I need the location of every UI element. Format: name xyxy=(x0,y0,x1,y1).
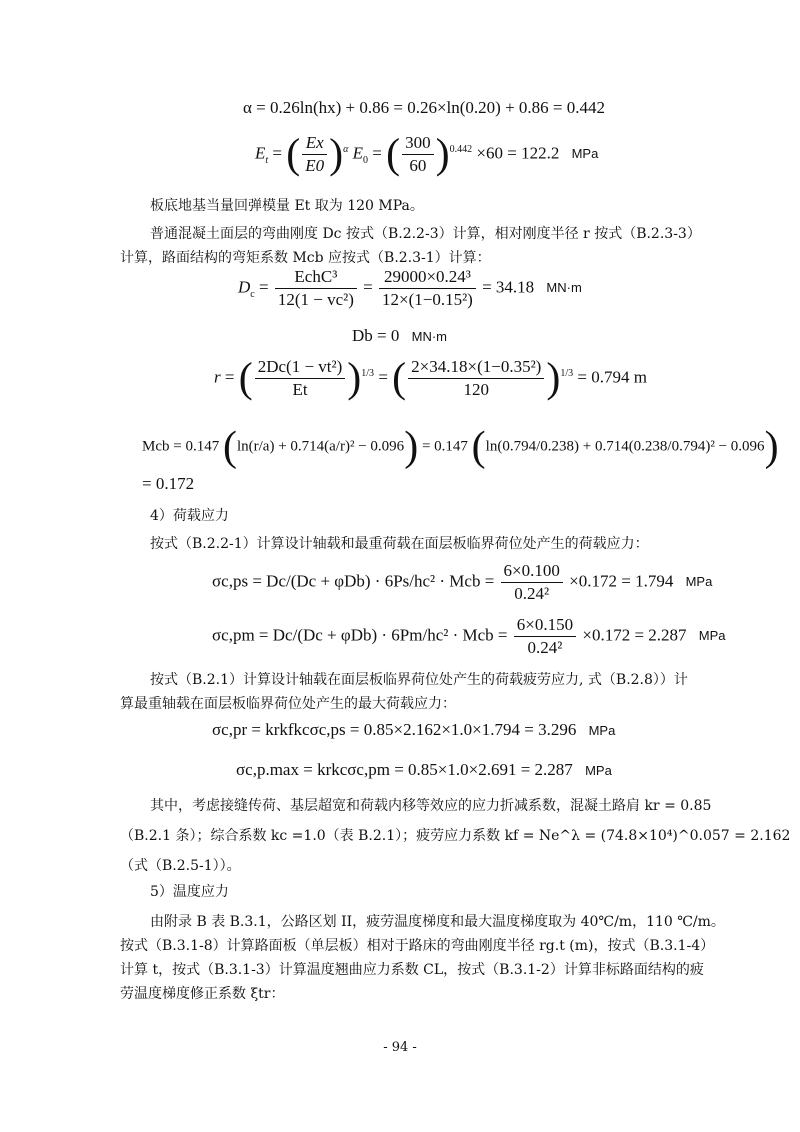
equation-Mcb: Mcb = 0.147 (ln(r/a) + 0.714(a/r)² − 0.096) = 0.147 (ln(0.794/0.238) + 0.714(0.238/0.794)² − 0.096) xyxy=(142,424,779,470)
equation-Db: Db = 0 MN·m xyxy=(352,326,448,345)
text-line: 板底地基当量回弹模量 Et 取为 120 MPa。 xyxy=(150,198,424,214)
text-line: 计算，路面结构的弯矩系数 Mcb 应按式（B.2.3-1）计算： xyxy=(120,250,491,266)
text-line: 计算 t，按式（B.3.1-3）计算温度翘曲应力系数 CL，按式（B.3.1-2）计算非标路面结构的疲 xyxy=(120,962,704,978)
text-line: 劳温度梯度修正系数 ξtr： xyxy=(120,986,285,1002)
equation-sigma-pr: σc,pr = krkfkcσc,ps = 0.85×2.162×1.0×1.794 = 3.296 MPa xyxy=(212,720,616,739)
section-heading: 5）温度应力 xyxy=(150,884,229,900)
section-heading: 4）荷载应力 xyxy=(150,508,229,524)
text-line: 普通混凝土面层的弯曲刚度 Dc 按式（B.2.2-3）计算，相对刚度半径 r 按式（B.2.3-3） xyxy=(150,226,701,242)
page-number: - 94 - xyxy=(383,1040,417,1055)
equation-alpha: α = 0.26ln(hx) + 0.86 = 0.26×ln(0.20) + 0.86 = 0.442 xyxy=(243,98,606,117)
text-line: 按式（B.2.1）计算设计轴载在面层板临界荷位处产生的荷载疲劳应力, 式（B.2.8））计 xyxy=(150,672,688,688)
text-line: （式（B.2.5-1））。 xyxy=(120,858,241,874)
equation-Mcb-result: = 0.172 xyxy=(142,474,195,493)
text-line: 算最重轴载在面层板临界荷位处产生的最大荷载应力： xyxy=(120,696,456,712)
text-line: 由附录 B 表 B.3.1，公路区划 II，疲劳温度梯度和最大温度梯度取为 40℃/m，110 ℃/m。 xyxy=(150,914,725,930)
text-line: 按式（B.3.1-8）计算路面板（单层板）相对于路床的弯曲刚度半径 rg.t (m)，按式（B.3.1-4） xyxy=(120,938,715,954)
equation-Dc: $D_c$ = $\frac{\text{EchC³}}{\text{12(1 − vc²)}}$ = $\frac{\text{29000×0.24³}}{\text{12×(1−0.15²)}}$ = 34.18 MN·m xyxy=(238,267,582,309)
text-line: 其中，考虑接缝传荷、基层超宽和荷载内移等效应的应力折减系数，混凝土路肩 kr = 0.85 xyxy=(150,798,712,814)
equation-Et: $E_t$ = ( $\frac{Ex}{E0}$ )$^\alpha$ $E_0$ = ( $\frac{300}{60}$ )$^{0.442}$ ×60 = 122.2 MPa xyxy=(255,131,599,178)
equation-r: r = ( $\frac{\text{2Dc(1 − vt²)}}{Et}$ )$^{1/3}$ = ( $\frac{\text{2×34.18×(1−0.35²)}}{120}$ )$^{1/3}$ = 0.794 m xyxy=(214,355,647,402)
equation-sigma-pm: σc,pm = Dc/(Dc + φDb) · 6Pm/hc² · Mcb = $\frac{6\times 0.150}{\text{0.24²}}$ ×0.172 = 2.287 MPa xyxy=(212,615,726,657)
equation-sigma-ps: σc,ps = Dc/(Dc + φDb) · 6Ps/hc² · Mcb = $\frac{6\times 0.100}{\text{0.24²}}$ ×0.172 = 1.794 MPa xyxy=(212,561,713,603)
text-line: （B.2.1 条）；综合系数 kc =1.0（表 B.2.1）；疲劳应力系数 kf = Ne^λ = (74.8×10⁴)^0.057 = 2.162 xyxy=(120,828,791,844)
equation-sigma-pmax: σc,p.max = krkcσc,pm = 0.85×1.0×2.691 = 2.287 MPa xyxy=(236,760,612,779)
text-line: 按式（B.2.2-1）计算设计轴载和最重荷载在面层板临界荷位处产生的荷载应力： xyxy=(150,536,649,552)
